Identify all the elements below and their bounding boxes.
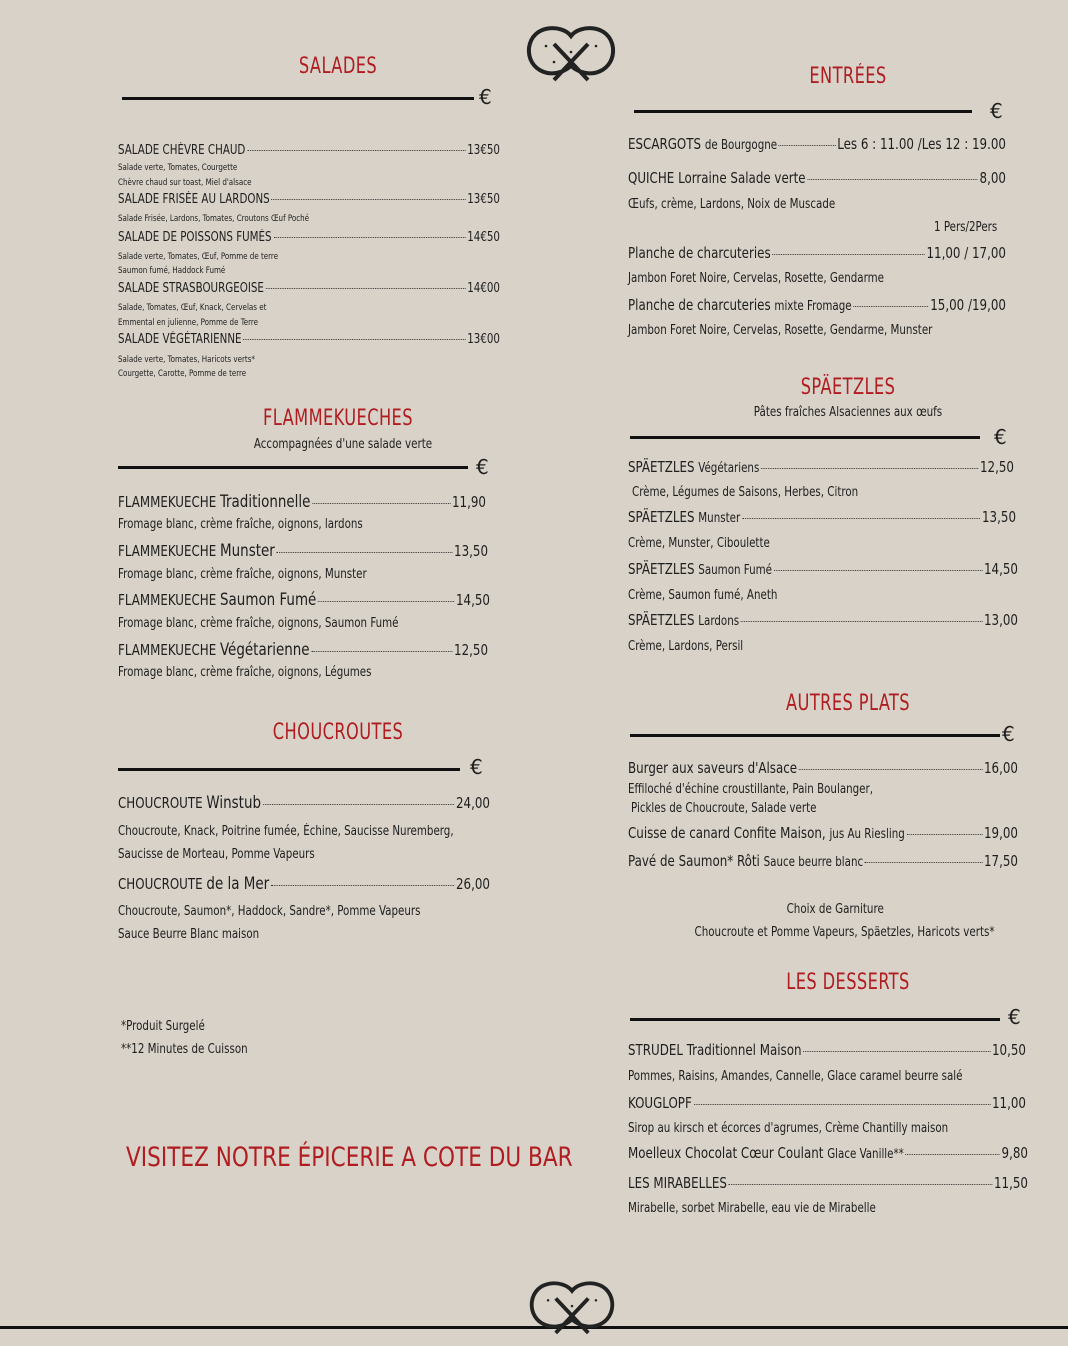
salade-item: SALADE FRISÉE AU LARDONS 13€50 <box>118 192 500 207</box>
salade-desc: Salade Frisée, Lardons, Tomates, Croutons Œuf Poché <box>118 214 310 224</box>
planche-desc: Jambon Foret Noire, Cervelas, Rosette, Gendarme <box>628 271 884 286</box>
strudel-desc: Pommes, Raisins, Amandes, Cannelle, Glace caramel beurre salé <box>628 1069 963 1084</box>
salade-desc: Salade verte, Tomates, Haricots verts* <box>118 355 256 365</box>
spaetzle-desc: Crème, Munster, Ciboulette <box>628 536 770 551</box>
spaetzle-item: SPÄETZLES Munster 13,50 <box>628 508 1016 526</box>
flammekueches-rule <box>118 466 468 469</box>
flammekueches-subtitle: Accompagnées d'une salade verte <box>253 436 433 452</box>
pretzel-logo-bottom <box>527 1276 617 1346</box>
choucroute-desc: Saucisse de Morteau, Pomme Vapeurs <box>118 847 315 862</box>
flammekueche-item: FLAMMEKUECHE Traditionnelle 11,90 <box>118 492 486 512</box>
choucroutes-euro: € <box>470 755 483 779</box>
spaetzles-title: SPÄETZLES <box>800 375 896 400</box>
spaetzles-euro: € <box>994 425 1007 449</box>
flammekueche-desc: Fromage blanc, crème fraîche, oignons, Légumes <box>118 665 372 680</box>
flammekueches-title: FLAMMEKUECHES <box>263 406 413 431</box>
salade-desc: Salade verte, Tomates, Courgette <box>118 163 238 173</box>
salade-item: SALADE STRASBOURGEOISE 14€00 <box>118 281 500 296</box>
flammekueche-desc: Fromage blanc, crème fraîche, oignons, Munster <box>118 567 367 582</box>
garniture-title: Choix de Garniture <box>786 901 884 917</box>
kouglopf-desc: Sirop au kirsch et écorces d'agrumes, Crème Chantilly maison <box>628 1121 949 1136</box>
flammekueche-item: FLAMMEKUECHE Munster 13,50 <box>118 541 488 561</box>
autres-euro: € <box>1002 722 1015 746</box>
desserts-euro: € <box>1008 1005 1021 1029</box>
promo-banner: VISITEZ NOTRE ÉPICERIE A COTE DU BAR <box>126 1142 573 1173</box>
salade-item: SALADE VÉGÉTARIENNE 13€00 <box>118 332 500 347</box>
spaetzle-desc: Crème, Saumon fumé, Aneth <box>628 588 778 603</box>
spaetzle-item: SPÄETZLES Lardons 13,00 <box>628 611 1018 629</box>
choucroute-item: CHOUCROUTE de la Mer 26,00 <box>118 874 490 894</box>
burger-desc: Effiloché d'échine croustillante, Pain Boulanger, <box>628 782 874 797</box>
spaetzle-item: SPÄETZLES Saumon Fumé 14,50 <box>628 560 1018 578</box>
spaetzle-desc: Crème, Lardons, Persil <box>628 639 744 654</box>
salade-item: SALADE CHÈVRE CHAUD 13€50 <box>118 143 500 158</box>
autres-rule <box>630 734 1000 737</box>
choucroutes-title: CHOUCROUTES <box>272 720 404 745</box>
entrees-euro: € <box>990 99 1003 123</box>
flammekueche-item: FLAMMEKUECHE Végétarienne 12,50 <box>118 640 488 660</box>
entree-item-planche: Planche de charcuteries 11,00 / 17,00 <box>628 244 1006 262</box>
choucroutes-rule <box>118 768 460 771</box>
note-cooking-time: **12 Minutes de Cuisson <box>121 1042 248 1057</box>
mirabelles-desc: Mirabelle, sorbet Mirabelle, eau vie de Mirabelle <box>628 1201 876 1216</box>
salade-desc: Chèvre chaud sur toast, Miel d'alsace <box>118 178 252 188</box>
salade-desc: Salade verte, Tomates, Œuf, Pomme de terre <box>118 252 279 262</box>
flammekueche-desc: Fromage blanc, crème fraîche, oignons, lardons <box>118 517 363 532</box>
note-frozen: *Produit Surgelé <box>121 1019 205 1034</box>
salade-item: SALADE DE POISSONS FUMÉS 14€50 <box>118 230 500 245</box>
entree-item-planche-mixte: Planche de charcuteries mixte Fromage 15,00 /19,00 <box>628 296 1006 314</box>
entree-item-escargots: ESCARGOTS de Bourgogne Les 6 : 11.00 /Les 12 : 19.00 <box>628 135 1006 153</box>
autre-item-pave: Pavé de Saumon* Rôti Sauce beurre blanc 17,50 <box>628 852 1018 870</box>
autre-item-cuisse: Cuisse de canard Confite Maison, jus Au Riesling 19,00 <box>628 824 1018 842</box>
choucroute-desc: Sauce Beurre Blanc maison <box>118 927 260 942</box>
choucroute-desc: Choucroute, Saumon*, Haddock, Sandre*, Pomme Vapeurs <box>118 904 421 919</box>
dessert-item-moelleux: Moelleux Chocolat Cœur Coulant Glace Vanille** 9,80 <box>628 1144 1028 1162</box>
desserts-title: LES DESSERTS <box>786 970 910 995</box>
flammekueche-desc: Fromage blanc, crème fraîche, oignons, Saumon Fumé <box>118 616 399 631</box>
pretzel-logo-top <box>524 22 618 92</box>
spaetzles-rule <box>630 436 980 439</box>
entree-item-quiche: QUICHE Lorraine Salade verte 8,00 <box>628 169 1006 187</box>
planche-mixte-desc: Jambon Foret Noire, Cervelas, Rosette, Gendarme, Munster <box>628 323 933 338</box>
flammekueches-euro: € <box>476 455 489 479</box>
salades-euro: € <box>479 85 492 109</box>
dessert-item-kouglopf: KOUGLOPF 11,00 <box>628 1094 1026 1112</box>
choucroute-desc: Choucroute, Knack, Poitrine fumée, Échine, Saucisse Nuremberg, <box>118 824 454 839</box>
spaetzle-item: SPÄETZLES Végétariens 12,50 <box>628 458 1014 476</box>
desserts-rule <box>630 1018 1000 1021</box>
dessert-item-strudel: STRUDEL Traditionnel Maison 10,50 <box>628 1041 1026 1059</box>
quiche-desc: Œufs, crème, Lardons, Noix de Muscade <box>628 197 836 212</box>
garniture-list: Choucroute et Pomme Vapeurs, Späetzles, Haricots verts* <box>694 924 995 940</box>
choucroute-item: CHOUCROUTE Winstub 24,00 <box>118 793 490 813</box>
burger-desc: Pickles de Choucroute, Salade verte <box>631 801 817 816</box>
autre-item-burger: Burger aux saveurs d'Alsace 16,00 <box>628 759 1018 777</box>
salade-desc: Courgette, Carotte, Pomme de terre <box>118 369 247 379</box>
flammekueche-item: FLAMMEKUECHE Saumon Fumé 14,50 <box>118 590 490 610</box>
salades-title: SALADES <box>298 54 378 79</box>
salade-desc: Emmental en julienne, Pomme de Terre <box>118 318 259 328</box>
entrees-title: ENTRÉES <box>809 64 887 89</box>
entrees-rule <box>634 110 972 113</box>
salades-rule <box>122 97 474 100</box>
dessert-item-mirabelles: LES MIRABELLES 11,50 <box>628 1174 1028 1192</box>
salade-desc: Saumon fumé, Haddock Fumé <box>118 266 226 276</box>
pers-label: 1 Pers/2Pers <box>934 220 998 235</box>
spaetzles-subtitle: Pâtes fraîches Alsaciennes aux œufs <box>753 404 943 420</box>
autres-title: AUTRES PLATS <box>786 691 910 716</box>
spaetzle-desc: Crème, Légumes de Saisons, Herbes, Citron <box>632 485 859 500</box>
salade-desc: Salade, Tomates, Œuf, Knack, Cervelas et <box>118 303 267 313</box>
